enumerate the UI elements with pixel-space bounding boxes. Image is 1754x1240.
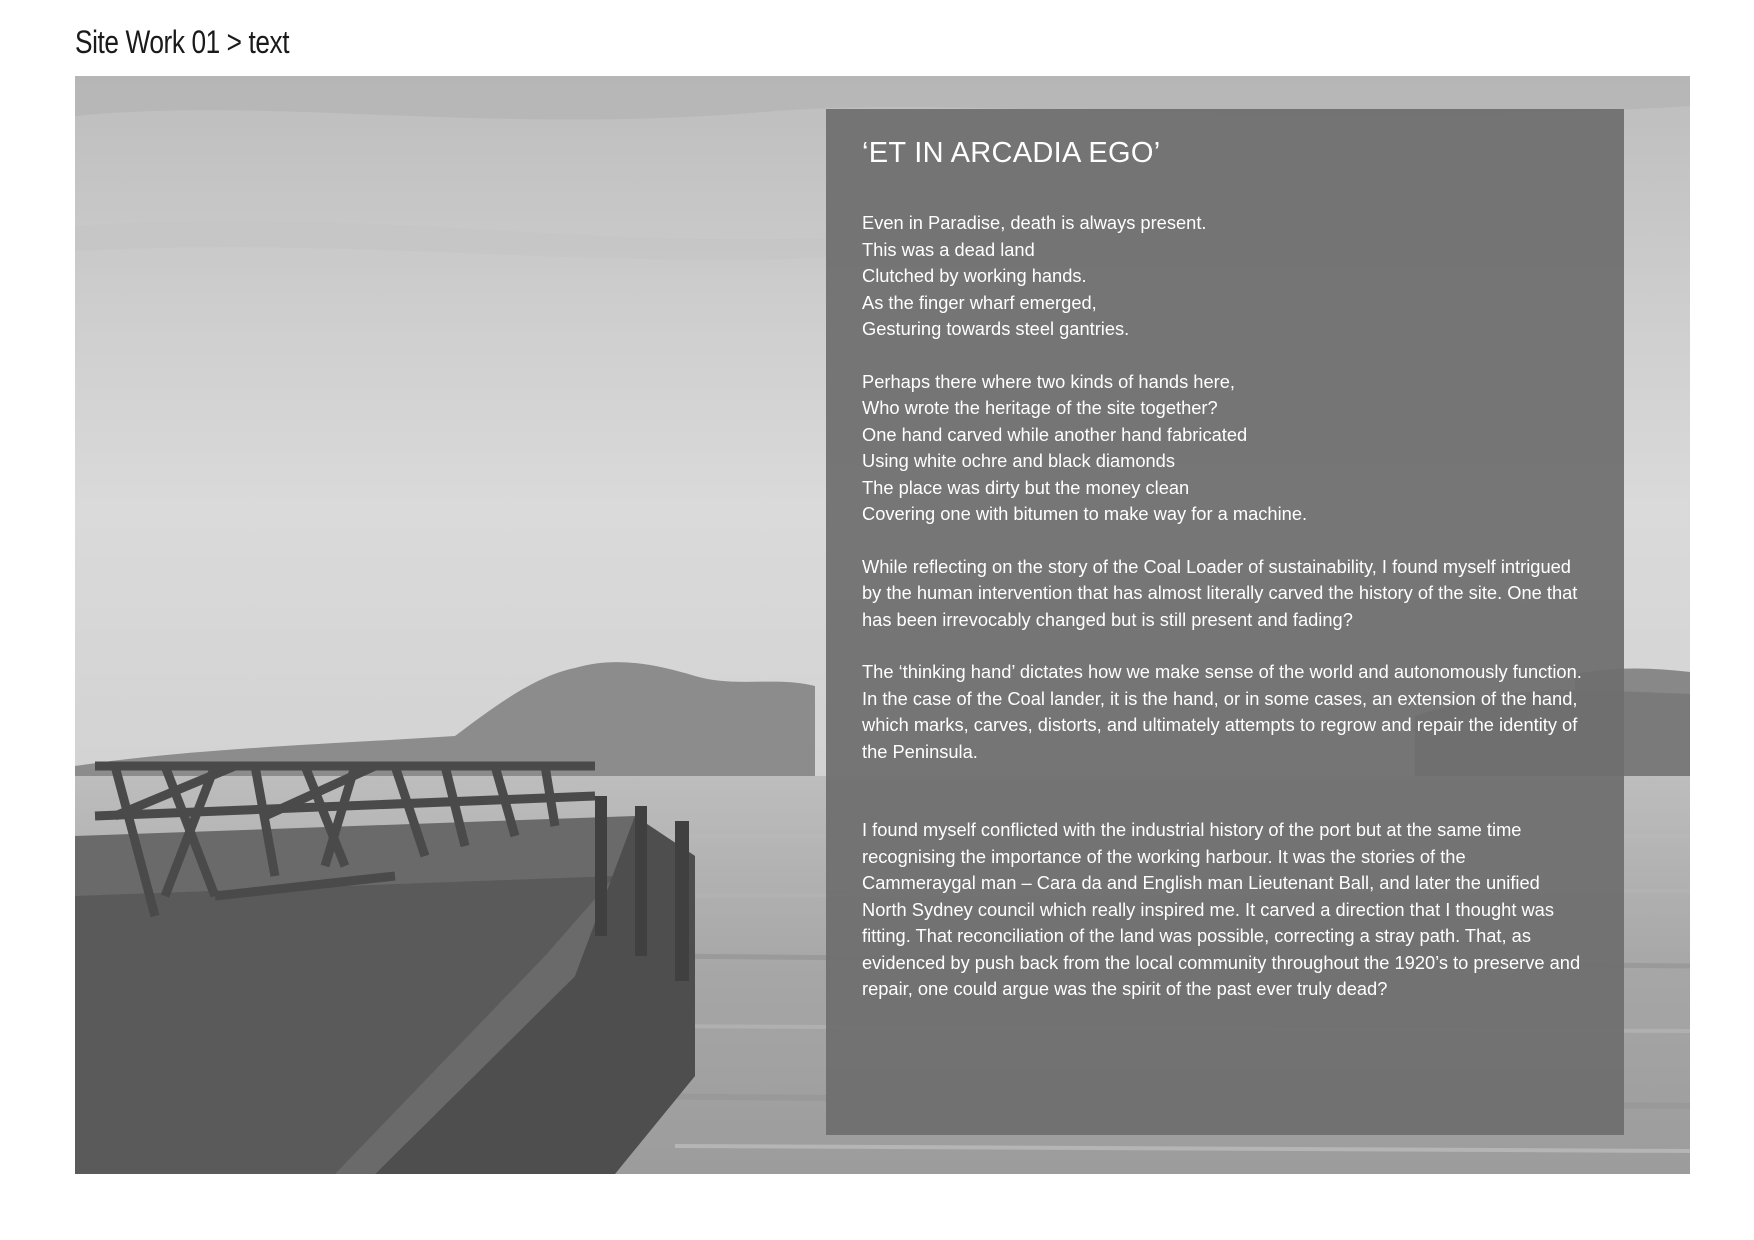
body-paragraph-3: I found myself conflicted with the industrial history of the port but at the same time recognising the importance of the working harbour. It was the stories of the Cammeraygal man – Cara da and English man Lieutenant Ball, and later the unified North Sydney council which really inspired me. It carved a direction that I thought was fitting. That reconciliation of the land was possible, correcting a stray path. That, as evidenced by push back from the local community throughout the 1920’s to preserve and repair, one could argue was the spirit of the past ever truly dead?: [862, 819, 1581, 999]
poem-line: This was a dead land: [862, 238, 1035, 260]
poem-stanza-2: [862, 369, 1584, 528]
poem-line: Perhaps there where two kinds of hands here,: [862, 370, 1235, 392]
page-header: Site Work 01 > text: [75, 24, 290, 60]
poem-line: Gesturing towards steel gantries.: [862, 318, 1130, 339]
poem-line: Covering one with bitumen to make way for a machine.: [862, 503, 1308, 524]
poem-line: Who wrote the heritage of the site together?: [862, 397, 1218, 418]
body-paragraph-2: The ‘thinking hand’ dictates how we make sense of the world and autonomously function. In the case of the Coal lander, it is the hand, or in some cases, an extension of the hand, which marks, carves, distorts, and ultimately attempts to regrow and repair the identity of the Peninsula.: [862, 661, 1582, 762]
poem-line: Clutched by working hands.: [862, 265, 1087, 286]
poem-stanza-1: [862, 210, 1584, 343]
poem-line: The place was dirty but the money clean: [862, 476, 1190, 498]
text-panel: [826, 109, 1624, 1135]
poem-line: Even in Paradise, death is always present.: [862, 212, 1207, 233]
body-paragraph-1: While reflecting on the story of the Coal Loader of sustainability, I found myself intrigued by the human intervention that has almost literally carved the history of the site. One that has been irrevocably changed but is still present and fading?: [862, 555, 1578, 630]
poem-line: As the finger wharf emerged,: [862, 291, 1097, 313]
panel-title: ‘ET IN ARCADIA EGO’: [862, 137, 1161, 169]
poem-line: One hand carved while another hand fabricated: [862, 423, 1248, 445]
poem-line: Using white ochre and black diamonds: [862, 450, 1175, 471]
